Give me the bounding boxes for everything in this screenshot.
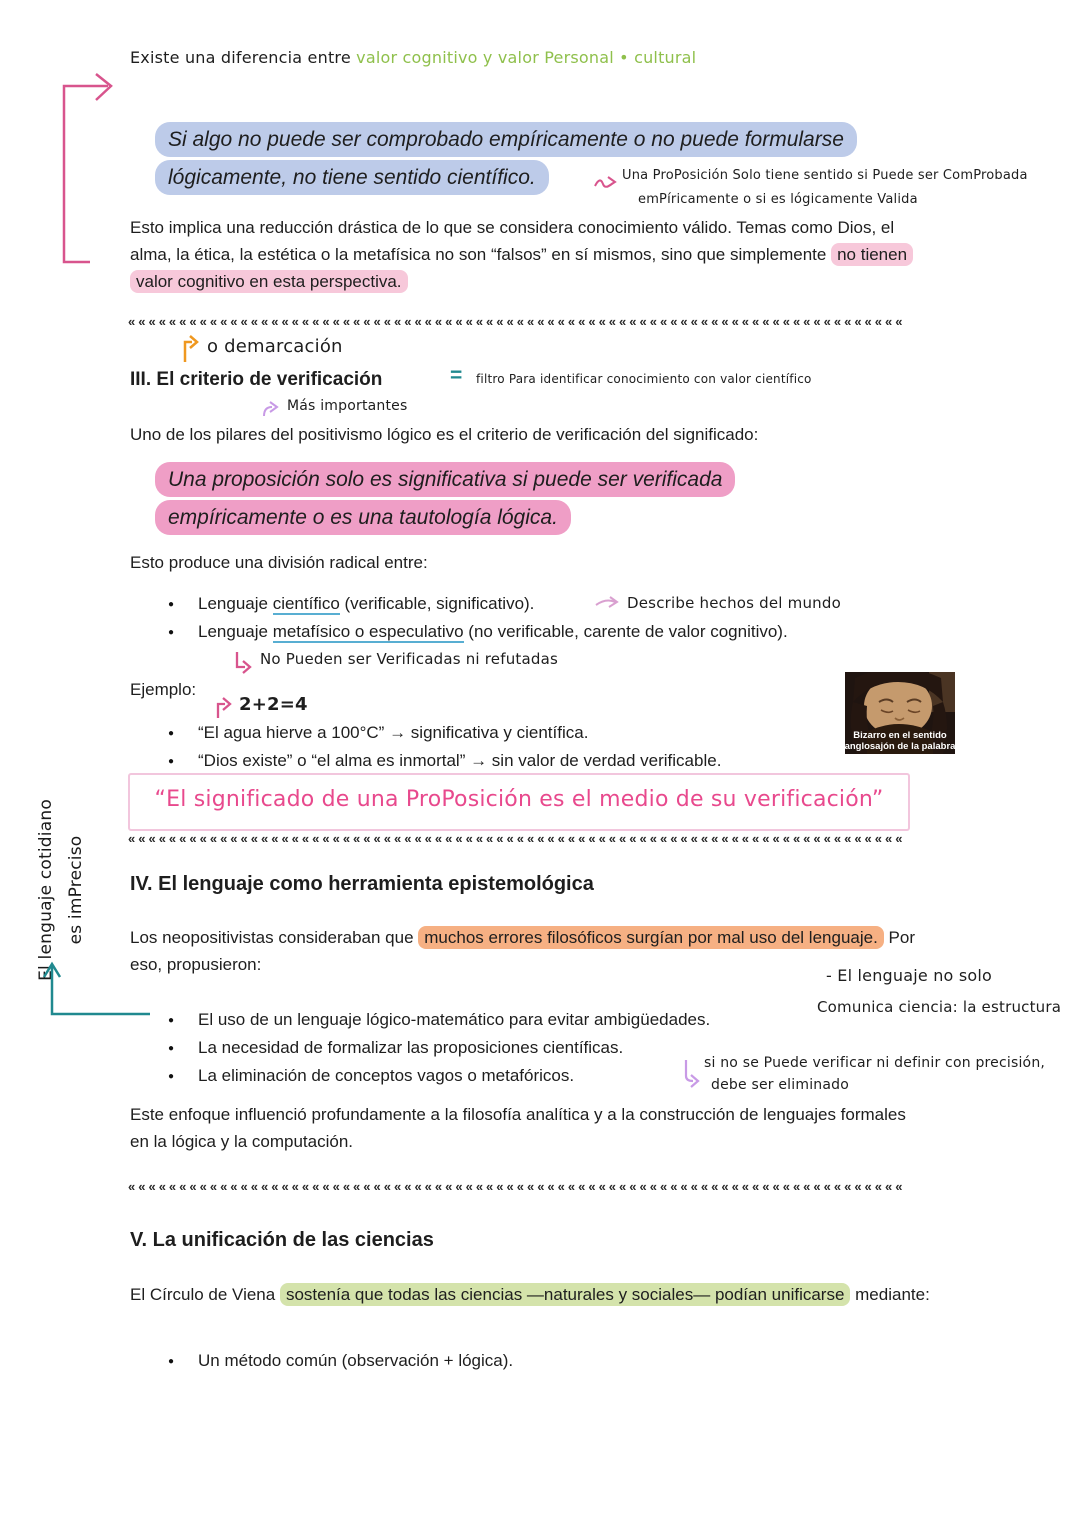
corner-arrow-icon-no-pueden — [233, 650, 255, 676]
para4-post: Por eso, propusieron: — [130, 928, 916, 974]
top-note-green-text: valor cognitivo y valor Personal • cultural — [356, 48, 697, 67]
guillemet-divider: «««««««««««««««««««««««««««««««««««««««««««««««««««««««««««««««««««««««««««« — [128, 831, 906, 846]
paragraph-neopositivistas — [130, 924, 930, 978]
paragraph-circulo-viena — [130, 1281, 938, 1308]
describe-note-text: Describe hechos del mundo — [627, 594, 841, 612]
no-pueden-text: No Pueden ser Verificadas ni refutadas — [260, 650, 559, 668]
blue-quote-line1: Si algo no puede ser comprobado empíricamente o no puede formularse — [155, 122, 857, 157]
meme-caption-line1: Bizarro en el sentido — [853, 730, 947, 741]
guillemet-divider: «««««««««««««««««««««««««««««««««««««««««««««««««««««««««««««««««««««««««««« — [128, 1179, 906, 1194]
paragraph-division: Esto produce una división radical entre: — [130, 553, 428, 572]
top-note-black-text: Existe una diferencia entre — [130, 48, 357, 67]
paragraph-intro-criterio: Uno de los pilares del positivismo lógico es el criterio de verificación del significado: — [130, 425, 759, 444]
list-item-lenguaje-logico: ● El uso de un lenguaje lógico-matemático para evitar ambigüedades. — [160, 1006, 900, 1034]
dos-mas-dos-text: 2+2=4 — [239, 694, 308, 715]
list-item-lenguaje-metafisico — [160, 618, 920, 646]
para5-pre: El Círculo de Viena — [130, 1285, 280, 1304]
ejemplo-label: Ejemplo: — [130, 680, 197, 699]
list-item-metodo-comun: ● Un método común (observación + lógica). — [160, 1347, 860, 1375]
bullet2-post: (no verificable, carente de valor cognitivo). — [463, 622, 788, 641]
paragraph-enfoque: Este enfoque influenció profundamente a la filosofía analítica y a la construcción de lenguajes formales en la lógica y la computación. — [130, 1105, 906, 1151]
handwritten-top-note — [130, 48, 696, 67]
up-arrow-icon-left-note — [40, 956, 155, 1020]
handwritten-eliminado-line2: debe ser eliminado — [711, 1077, 849, 1093]
left-vertical-line2: es imPreciso — [66, 835, 86, 945]
highlight-errores-filosoficos: muchos errores filosóficos surgían por mal uso del lenguaje. — [418, 926, 884, 949]
bullet1-pre: Lenguaje — [198, 594, 273, 613]
handwritten-equals-sign: = — [450, 364, 463, 387]
bullet1-underlined: científico — [272, 594, 340, 613]
blue-quote-line2: lógicamente, no tiene sentido científico. — [155, 160, 549, 195]
bullet1-post: (verificable, significativo). — [339, 594, 535, 613]
list-item-eliminacion: ● La eliminación de conceptos vagos o metafóricos. — [160, 1062, 900, 1090]
guillemet-divider: «««««««««««««««««««««««««««««««««««««««««««««««««««««««««««««««««««««««««««« — [128, 314, 906, 329]
dash-arrow-icon-describe — [594, 594, 622, 610]
blue-note-line1: Una ProPosición Solo tiene sentido si Puede ser ComProbada — [622, 168, 1028, 183]
section-5-bullet-list — [160, 1347, 860, 1375]
list-item-dios-existe: ● “Dios existe” o “el alma es inmortal” → sin valor de verdad verificable. — [160, 747, 860, 775]
handwritten-blue-note — [622, 164, 1028, 212]
list-item-formalizar: ● La necesidad de formalizar las proposiciones científicas. — [160, 1034, 900, 1062]
highlight-unificar-ciencias: sostenía que todas las ciencias —naturales y sociales— podían unificarse — [280, 1283, 850, 1306]
curve-arrow-icon-mas-importantes — [261, 400, 283, 418]
handwritten-no-pueden-note — [233, 650, 558, 676]
meme-image — [845, 672, 955, 754]
handwritten-eliminado-line1: si no se Puede verificar ni definir con precisión, — [704, 1055, 1046, 1071]
paragraph-reduccion — [130, 214, 918, 295]
list-item-agua-hierve: ● “El agua hierve a 100°C” → significativa y científica. — [160, 719, 860, 747]
section-5-heading: V. La unificación de las ciencias — [130, 1229, 434, 1251]
pink-quote-line1: Una proposición solo es significativa si puede ser verificada — [155, 462, 735, 497]
pink-quote-line2: empíricamente o es una tautología lógica. — [155, 500, 571, 535]
handwritten-right-note-line1: - El lenguaje no solo — [826, 966, 992, 985]
handwritten-right-note-line2: Comunica ciencia: la estructura — [817, 998, 1062, 1016]
blue-note-line2: emPíricamente o si es lógicamente Valida — [638, 192, 918, 207]
handwritten-mas-importantes: Más importantes — [287, 398, 408, 414]
bullet2-underlined: metafísico o especulativo — [272, 622, 464, 641]
pink-bracket-arrow-icon — [50, 70, 122, 272]
corner-arrow-icon-eliminado — [681, 1058, 701, 1090]
pink-highlight-quote — [155, 462, 735, 538]
squiggle-arrow-icon — [592, 172, 620, 194]
bullet2-pre: Lenguaje — [198, 622, 273, 641]
corner-arrow-icon-ejemplo — [214, 694, 234, 720]
section-4-heading: IV. El lenguaje como herramienta epistemológica — [130, 873, 594, 895]
handwritten-demarcacion: o demarcación — [207, 336, 343, 357]
highlight-valor-cognitivo: no tienen valor cognitivo en esta perspectiva. — [130, 243, 913, 293]
example-bullet-list — [160, 719, 860, 775]
para4-pre: Los neopositivistas consideraban que — [130, 928, 419, 947]
handwritten-dos-mas-dos — [214, 694, 308, 720]
meme-caption-line2: anglosajón de la palabra — [845, 741, 955, 752]
para5-post: mediante: — [850, 1285, 930, 1304]
left-vertical-line1: El lenguaje cotidiano — [36, 799, 56, 981]
elbow-arrow-icon-demarcacion — [181, 334, 201, 364]
paragraph-reduccion-text: Esto implica una reducción drástica de lo que se considera conocimiento válido. Temas como Dios, el alma, la ética, la estética o la metafísica no son “falsos” en sí mismos, sino que simplemente — [130, 218, 895, 264]
section-3-heading: III. El criterio de verificación — [130, 369, 383, 390]
handwritten-criterio-definition: filtro Para identificar conocimiento con valor científico — [476, 372, 812, 386]
handwritten-describe-note — [594, 594, 841, 612]
handwritten-quote-box: “El significado de una ProPosición es el medio de su verificación” — [128, 773, 910, 831]
